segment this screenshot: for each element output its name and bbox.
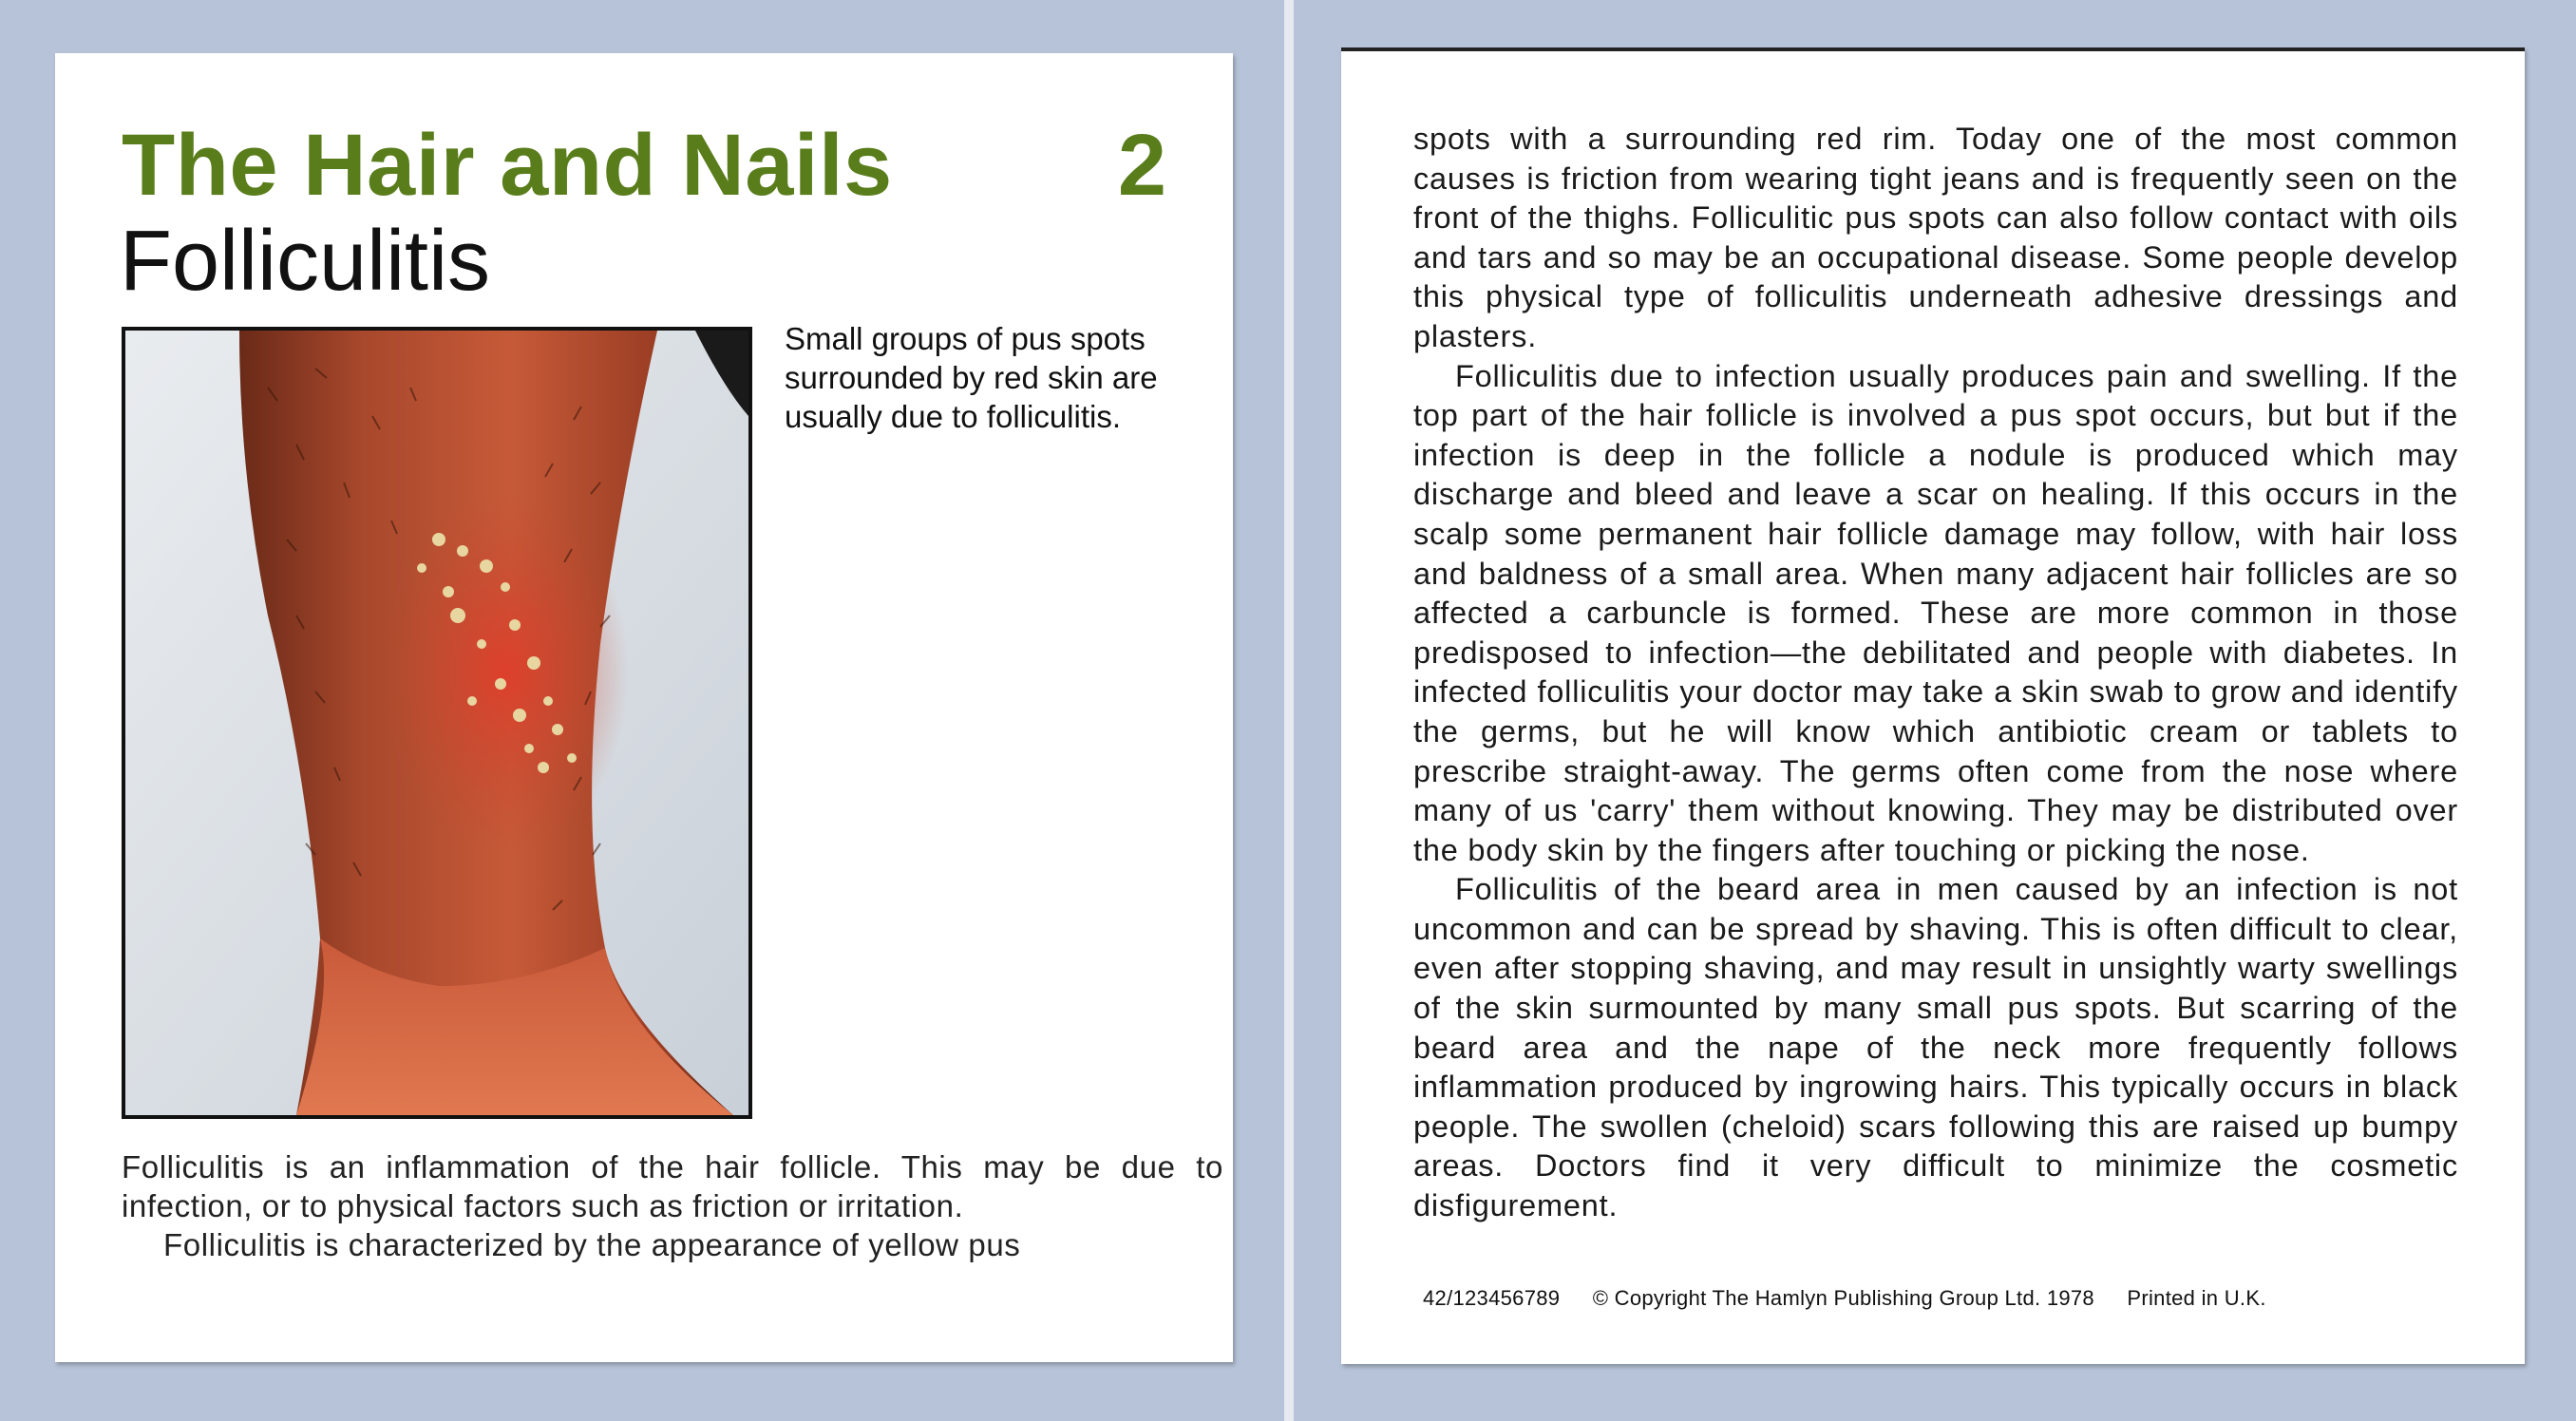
front-paragraph: Folliculitis is an inflammation of the hair follicle. This may be due to infection, or to physical factors such as friction or irritation. (122, 1149, 1223, 1223)
back-paragraph: Folliculitis of the beard area in men caused by an infection is not uncommon and can be spread by shaving. This is often difficult to clear, even after stopping shaving, and may result in unsightly warty swellings of the skin surmounted by many small pus spots. But scarring of the beard area and the nape of the neck more frequently follows inflammation produced by ingrowing hairs. This typically occurs in black people. The swollen (cheloid) scars following this are raised up bumpy areas. Doctors find it very difficult to minimize the cosmetic disfigurement. (1413, 872, 2458, 1223)
scan-divider (1284, 0, 1294, 1421)
card-footer (1423, 1286, 2468, 1311)
front-paragraph: Folliculitis is characterized by the appearance of yellow pus (163, 1227, 1021, 1262)
card-title: The Hair and Nails (122, 117, 893, 214)
copyright-notice: © Copyright The Hamlyn Publishing Group Ltd. 1978 (1592, 1286, 2094, 1310)
printed-in: Printed in U.K. (2127, 1286, 2266, 1310)
photo-caption: Small groups of pus spots surrounded by red skin are usually due to folliculitis. (785, 321, 1158, 434)
folliculitis-photo (122, 327, 752, 1119)
back-body-text (1413, 120, 2458, 1226)
catalog-code: 42/123456789 (1423, 1286, 1561, 1310)
front-body-text (122, 1147, 1223, 1264)
card-number: 2 (1117, 117, 1166, 214)
card-subtitle: Folliculitis (120, 214, 491, 309)
card-back (1341, 47, 2525, 1364)
card-front (55, 53, 1233, 1362)
back-paragraph: Folliculitis due to infection usually produces pain and swelling. If the top part of the hair follicle is involved a pus spot occurs, but but if the infection is deep in the follicle a nodule is produced which may discharge and bleed and leave a scar on healing. If this occurs in the scalp some permanent hair follicle damage may follow, with hair loss and baldness of a small area. When many adjacent hair follicles are so affected a carbuncle is formed. These are more common in those predisposed to infection—the debilitated and people with diabetes. In infected folliculitis your doctor may take a skin swab to grow and identify the germs, but he will know which antibiotic cream or tablets to prescribe straight-away. The germs often come from the nose where many of us 'carry' them without knowing. They may be distributed over the body skin by the fingers after touching or picking the nose. (1413, 358, 2458, 867)
back-paragraph: spots with a surrounding red rim. Today one of the most common causes is friction from wearing tight jeans and is frequently seen on the front of the thighs. Folliculitic pus spots can also follow contact with oils and tars and so may be an occupational disease. Some people develop this physical type of folliculitis underneath adhesive dressings and plasters. (1413, 122, 2458, 353)
